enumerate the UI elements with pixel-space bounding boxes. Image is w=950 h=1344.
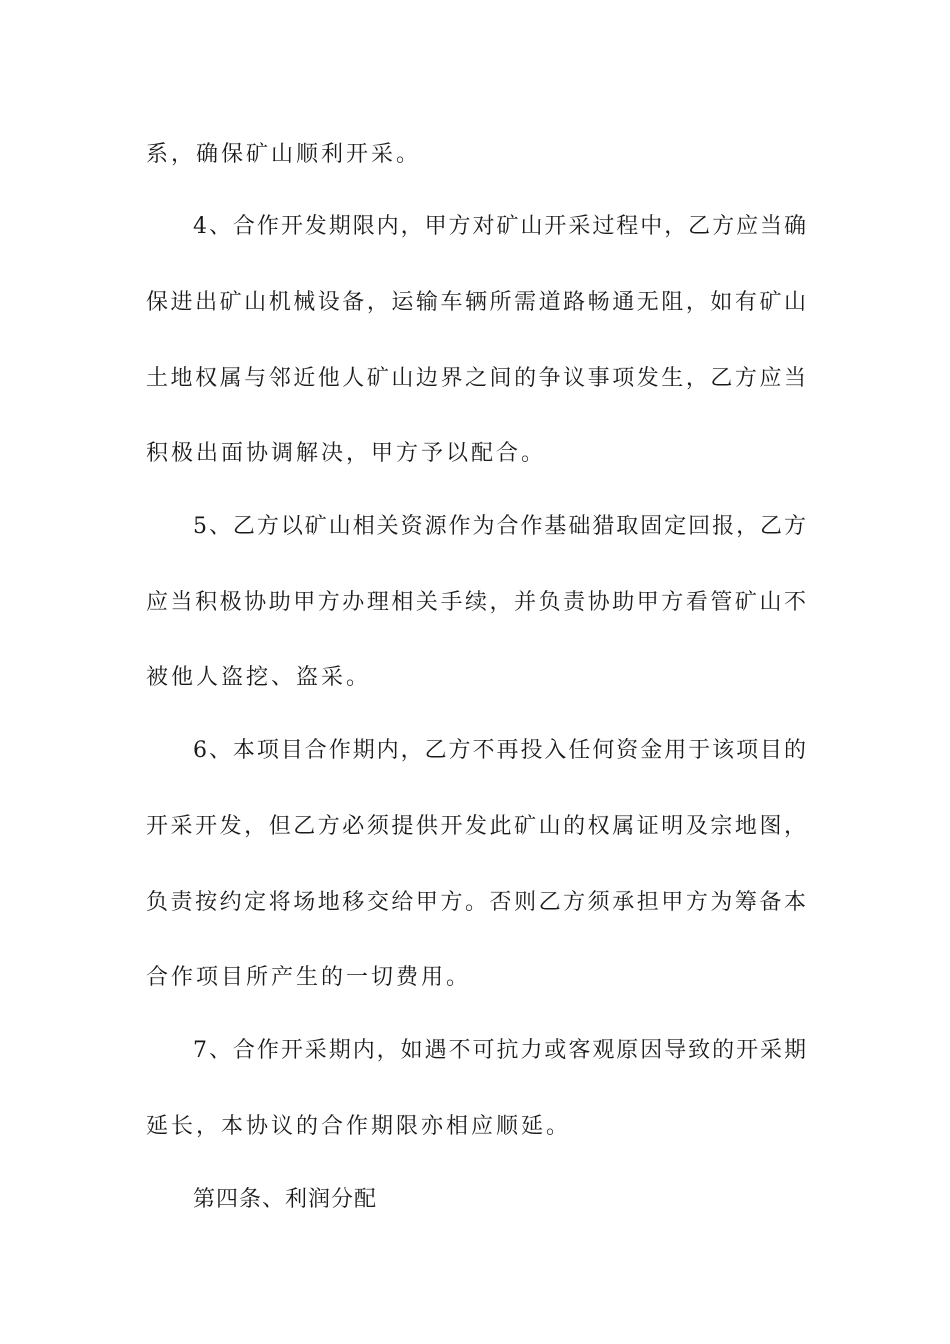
clause-7-line-2: 延长，本协议的合作期限亦相应顺延。 [146, 1114, 572, 1139]
clause-6-line-1: 6、本项目合作期内，乙方不再投入任何资金用于该项目的 [193, 738, 806, 763]
clause-7-line-1: 7、合作开采期内，如遇不可抗力或客观原因导致的开采期 [193, 1038, 806, 1063]
clause-4-line-4: 积极出面协调解决，甲方予以配合。 [146, 441, 547, 466]
clause-6-line-2: 开采开发，但乙方必须提供开发此矿山的权属证明及宗地图， [146, 814, 806, 839]
clause-4-line-2: 保进出矿山机械设备，运输车辆所需道路畅通无阻，如有矿山 [146, 290, 806, 315]
clause-5-line-1: 5、乙方以矿山相关资源作为合作基础猎取固定回报，乙方 [193, 514, 806, 539]
section-heading: 第四条、利润分配 [193, 1187, 378, 1212]
clause-6-line-4: 合作项目所产生的一切费用。 [146, 965, 472, 990]
clause-4-line-3: 土地权属与邻近他人矿山边界之间的争议事项发生，乙方应当 [146, 366, 806, 391]
clause-4-line-1: 4、合作开发期限内，甲方对矿山开采过程中，乙方应当确 [193, 214, 806, 239]
clause-5-line-2: 应当积极协助甲方办理相关手续，并负责协助甲方看管矿山不 [146, 590, 806, 615]
clause-5-line-3: 被他人盗挖、盗采。 [146, 665, 372, 690]
paragraph-3-tail: 系，确保矿山顺利开采。 [146, 142, 422, 167]
clause-6-line-3: 负责按约定将场地移交给甲方。否则乙方须承担甲方为筹备本 [146, 890, 806, 915]
